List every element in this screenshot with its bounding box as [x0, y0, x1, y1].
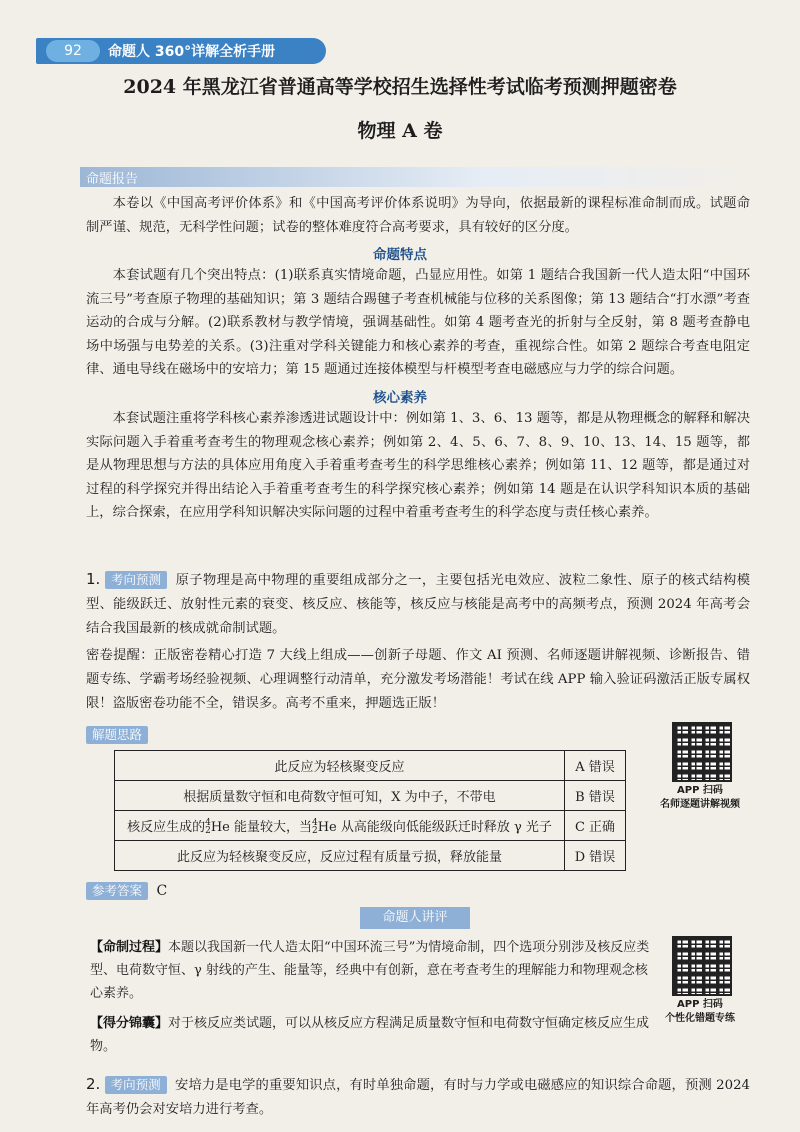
row-verdict: A 错误: [565, 751, 626, 781]
table-row: [115, 781, 626, 811]
row-statement: 此反应为轻核聚变反应，反应过程有质量亏损，释放能量: [115, 841, 565, 871]
lecture-banner: 命题人讲评: [360, 907, 470, 929]
solution-tag-wrap: [86, 724, 152, 744]
row-statement-pre: 核反应生成的: [127, 819, 206, 835]
table-row: [115, 751, 626, 781]
q2-text: 安培力是电学的重要知识点，有时单独命题，有时与力学或电磁感应的知识综合命题，预测 2024 年高考仍会对安培力进行考查。: [86, 1078, 750, 1117]
qr-code[interactable]: [672, 722, 732, 782]
row-statement-post: 从高能级向低能级跃迁时释放 γ 光子: [336, 819, 552, 835]
table-row: [115, 841, 626, 871]
report-label: 命题报告: [86, 172, 139, 187]
iso-mass: 4: [205, 818, 211, 829]
literacy-heading: 核心素养: [373, 390, 427, 406]
qr1-caption-line1: APP 扫码: [677, 785, 723, 796]
iso-mass: 4: [311, 818, 318, 829]
q2-number: 2.: [86, 1075, 101, 1093]
report-intro: 本卷以《中国高考评价体系》和《中国高考评价体系说明》为导向，依据最新的课程标准命制而成。试题命制严谨、规范，无科学性问题；试卷的整体难度符合高考要求，具有较好的区分度。: [86, 196, 750, 235]
exam-title: 2024 年黑龙江省普通高等学校招生选择性考试临考预测押题密卷: [123, 76, 677, 98]
q1-tag: 考向预测: [105, 571, 167, 589]
q1-notice: 密卷提醒：正版密卷精心打造 7 大线上组成——创新子母题、作文 AI 预测、名师逐题讲解视频、诊断报告、错题专练、学霸考场经验视频、心理调整行动清单，充分激发考场潜能！考试在线 APP 输入验证码激活正版专属权限！盗版密卷功能不全，错误多。高考不重来，押题选正版！: [86, 648, 750, 711]
q2-block: [86, 1072, 750, 1122]
iso-symbol: He: [317, 819, 337, 835]
row-verdict: B 错误: [565, 781, 626, 811]
answer-line: [86, 882, 167, 900]
features-heading: 命题特点: [373, 247, 427, 263]
qr-code[interactable]: [672, 936, 732, 996]
iso-charge: 2: [205, 826, 211, 837]
iso-charge: 2: [311, 826, 318, 837]
answer-value: C: [156, 883, 168, 899]
qr2-caption: [645, 998, 755, 1026]
qr1-caption-line2: 名师逐题讲解视频: [660, 799, 740, 810]
row-verdict: C 正确: [565, 811, 626, 841]
tips-label: 【得分锦囊】: [90, 1016, 169, 1031]
page-number: 92: [46, 40, 100, 62]
q2-tag: 考向预测: [105, 1076, 167, 1094]
report-banner: [80, 167, 754, 187]
table-row: [115, 811, 626, 841]
qr2-caption-line2: 个性化错题专练: [665, 1013, 735, 1024]
process-label: 【命制过程】: [90, 940, 169, 955]
iso-symbol: He: [210, 819, 230, 835]
process-text: 本题以我国新一代人造太阳“中国环流三号”为情境命制，四个选项分别涉及核反应类型、电荷数守恒、γ 射线的产生、能量等，经典中有创新，意在考查考生的理解能力和物理观念核心素养。: [90, 940, 650, 1001]
q1-text: 原子物理是高中物理的重要组成部分之一，主要包括光电效应、波粒二象性、原子的核式结构模型、能级跃迁、放射性元素的衰变、核反应、核能等，核反应与核能是高考中的高频考点，预测 2024 年高考会结合我国最新的核成就命制试题。: [86, 573, 751, 636]
qr1-caption: [645, 784, 755, 812]
features-text: 本套试题有几个突出特点：(1)联系真实情境命题，凸显应用性。如第 1 题结合我国新一代人造太阳“中国环流三号”考查原子物理的基础知识；第 3 题结合踢毽子考查机械能与位移的关系图像；第 13 题结合“打水漂”考查运动的合成与分解。(2)联系教材与教学情境，强调基础性。如第 4 题考查光的折射与全反射，第 8 题考查静电场中场强与电势差的关系。(3)注重对学科关键能力和核心素养的考查，重视综合性。如第 2 题综合考查电阻定律、通电导线在磁场中的安培力；第 15 题通过连接体模型与杆模型考查电磁感应与力学的综合问题。: [86, 268, 750, 377]
solution-table: [114, 750, 626, 871]
book-title: 命题人 360°详解全析手册: [108, 44, 276, 60]
q1-number: 1.: [86, 570, 101, 588]
solution-tag: 解题思路: [86, 726, 148, 744]
process-block: [90, 936, 650, 1005]
row-statement: 此反应为轻核聚变反应: [115, 751, 565, 781]
tips-text: 对于核反应类试题，可以从核反应方程满足质量数守恒和电荷数守恒确定核反应生成物。: [90, 1016, 650, 1054]
row-statement: [115, 811, 565, 841]
qr2-caption-line1: APP 扫码: [677, 999, 723, 1010]
row-statement-mid: 能量较大，当: [229, 819, 312, 835]
tips-block: [90, 1012, 650, 1058]
exam-subtitle: 物理 A 卷: [357, 120, 443, 142]
answer-tag: 参考答案: [86, 882, 148, 900]
literacy-text: 本套试题注重将学科核心素养渗透进试题设计中：例如第 1、3、6、13 题等，都是从物理概念的解释和解决实际问题入手着重考查考生的物理观念核心素养；例如第 2、4、5、6、7、8、9、10、13、14、15 题等，都是从物理思想与方法的具体应用角度入手着重考查考生的科学思维核心素养；例如第 11、12 题等，都是通过对过程的科学探究并得出结论入手着重考查考生的科学探究核心素养；例如第 14 题是在认识学科知识本质的基础上，综合探索，在应用学科知识解决实际问题的过程中着重考查考生的科学态度与责任核心素养。: [86, 411, 750, 520]
row-statement: 根据质量数守恒和电荷数守恒可知，X 为中子，不带电: [115, 781, 565, 811]
row-verdict: D 错误: [565, 841, 626, 871]
q1-block: [86, 567, 750, 641]
